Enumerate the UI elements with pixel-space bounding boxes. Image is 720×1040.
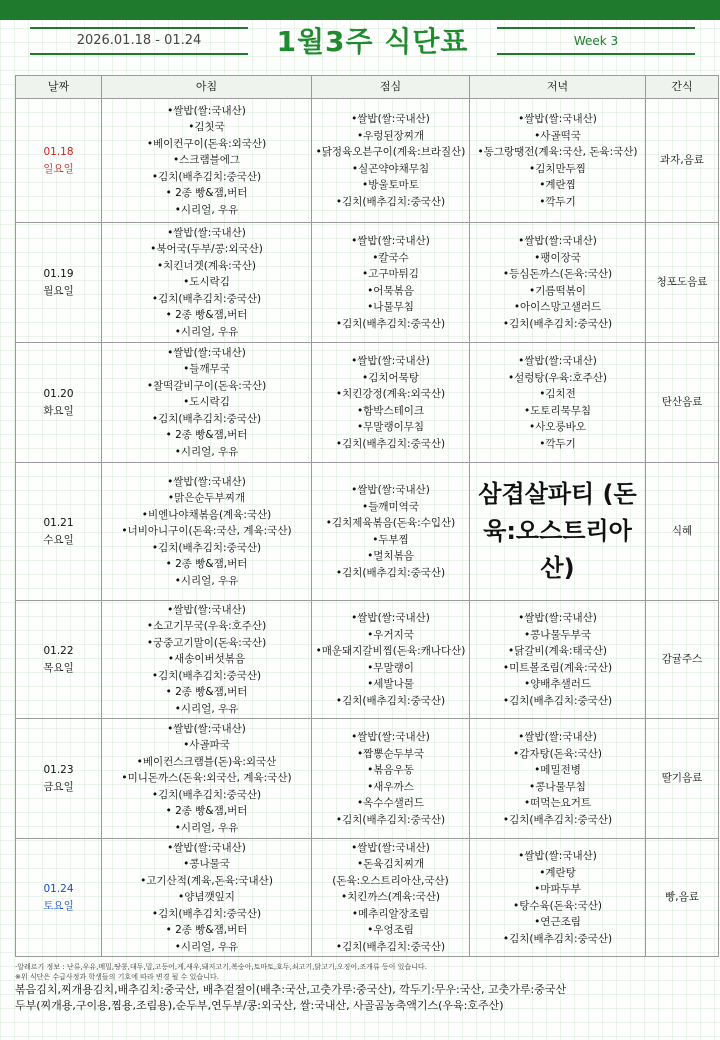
menu-item: •팽이장국 xyxy=(534,251,581,264)
menu-item: •치킨너겟(계육:국산) xyxy=(156,259,257,272)
menu-item: •김치(배추김치:중국산) xyxy=(502,317,613,330)
menu-item: •치킨까스(계육:국산) xyxy=(340,891,441,904)
menu-item: •베이컨구이(돈육:외국산) xyxy=(146,137,267,150)
menu-item: •김치(배추김치:중국산) xyxy=(335,566,446,579)
menu-item: • 2종 빵&잼,버터 xyxy=(165,558,248,571)
menu-item: •고기산적(계육,돈육:국내산) xyxy=(140,874,273,887)
weekday-label: 수요일 xyxy=(43,533,74,546)
menu-item: •쌀밥(쌀:국내산) xyxy=(351,355,430,367)
menu-item: •매운돼지갈비찜(돈육:캐나다산) xyxy=(315,645,466,657)
menu-item: •시리얼, 우유 xyxy=(174,574,239,587)
date-cell xyxy=(16,601,102,719)
menu-item: •치킨강정(계육:외국산) xyxy=(335,388,446,400)
menu-item: •실곤약야채무침 xyxy=(351,162,430,175)
snack-cell: 식혜 xyxy=(646,463,719,601)
menu-item: •우거지국 xyxy=(367,628,414,641)
snack-cell: 탄산음료 xyxy=(646,343,719,463)
menu-item: •메추리알장조림 xyxy=(351,907,430,920)
day-row xyxy=(16,343,719,463)
menu-item: •깍두기 xyxy=(539,437,576,450)
menu-item: •김치만두찜 xyxy=(529,162,586,175)
date-cell xyxy=(16,99,102,223)
menu-item: •김치(배추김치:중국산) xyxy=(335,195,446,208)
top-accent-bar xyxy=(0,0,720,20)
snack-cell: 청포도음료 xyxy=(646,223,719,343)
date-label: 01.22 xyxy=(43,645,74,657)
breakfast-cell xyxy=(102,719,312,839)
menu-item: •아이스망고샐러드 xyxy=(513,301,602,313)
menu-item: •도시락김 xyxy=(183,396,230,409)
day-row xyxy=(16,223,719,343)
menu-item: •김치(배추김치:중국산) xyxy=(502,932,613,945)
snack-cell: 딸기음료 xyxy=(646,719,719,839)
menu-item: •쌀밥(쌀:국내산) xyxy=(167,841,246,854)
menu-item: •볶음우동 xyxy=(367,764,414,776)
menu-item: •닭정육오븐구이(계육:브라질산) xyxy=(315,146,466,158)
menu-item: •떠먹는요거트 xyxy=(523,797,592,809)
origin-info-line1: 볶음김치,찌개용김치,배추김치:중국산, 배추겉절이(배추:국산,고춧가루:중국산), 깍두기:무우:국산, 고춧가루:중국산 xyxy=(15,983,567,996)
menu-item: •김치(배추김치:중국산) xyxy=(335,437,446,450)
date-cell xyxy=(16,719,102,839)
menu-item: •계란찜 xyxy=(539,179,576,191)
week-label: Week 3 xyxy=(573,34,619,48)
weekday-label: 월요일 xyxy=(43,284,74,297)
menu-item: •미니돈까스(돈육:외국산, 계육:국산) xyxy=(121,772,292,785)
day-row xyxy=(16,601,719,719)
date-label: 01.24 xyxy=(43,883,74,895)
menu-item: •쌀밥(쌀:국내산) xyxy=(167,226,246,239)
divider xyxy=(30,53,248,55)
menu-item: •시리얼, 우유 xyxy=(174,821,239,834)
menu-item: •시리얼, 우유 xyxy=(174,445,239,458)
menu-item: •두부찜 xyxy=(372,533,409,546)
menu-item: •김치(배추김치:중국산) xyxy=(151,669,262,682)
menu-item: •쌀밥(쌀:국내산) xyxy=(518,355,597,367)
weekday-label: 일요일 xyxy=(43,162,74,175)
date-cell xyxy=(16,343,102,463)
menu-item: •쌀밥(쌀:국내산) xyxy=(167,104,246,117)
menu-item: •김치(배추김치:중국산) xyxy=(151,170,262,183)
day-row xyxy=(16,719,719,839)
col-header-lunch: 점심 xyxy=(312,76,470,99)
menu-item: •맑은순두부찌개 xyxy=(167,492,246,505)
menu-item: •세발나물 xyxy=(367,678,414,690)
menu-item: •김치(배추김치:중국산) xyxy=(335,813,446,826)
menu-item: •김치(배추김치:중국산) xyxy=(151,412,262,425)
divider xyxy=(30,27,248,29)
date-cell xyxy=(16,839,102,957)
menu-item: •콩나물국 xyxy=(183,858,230,871)
date-label: 01.23 xyxy=(43,764,74,776)
table-header-row xyxy=(16,76,719,99)
col-header-date: 날짜 xyxy=(16,76,102,99)
menu-item: •김치(배추김치:중국산) xyxy=(335,940,446,953)
menu-item: •메밀전병 xyxy=(534,764,581,776)
menu-item: •쌀밥(쌀:국내산) xyxy=(351,113,430,125)
special-event-label: 삼겹살파티 (돈육:오스트리아산) xyxy=(478,480,637,582)
lunch-cell xyxy=(312,463,470,601)
change-notice: ※위 식단은 수급사정과 학생들의 기호에 따라 변경 될 수 있습니다. xyxy=(15,973,219,981)
menu-item: •콩나물두부국 xyxy=(523,628,592,641)
menu-item: •쌀밥(쌀:국내산) xyxy=(351,235,430,247)
week-box xyxy=(497,27,695,55)
menu-item: •김치(배추김치:중국산) xyxy=(335,694,446,707)
dinner-cell xyxy=(470,343,646,463)
menu-item: •스크램블에그 xyxy=(172,154,241,167)
menu-item: •궁중고기말이(돈육:국산) xyxy=(146,636,267,649)
date-cell xyxy=(16,463,102,601)
divider xyxy=(497,53,695,55)
divider xyxy=(497,27,695,29)
menu-item: •어묵볶음 xyxy=(367,284,414,297)
menu-item: •무말랭이무침 xyxy=(356,421,425,433)
menu-item: •시리얼, 우유 xyxy=(174,940,239,953)
dinner-cell xyxy=(470,601,646,719)
dinner-cell xyxy=(470,719,646,839)
menu-item: •우엉조림 xyxy=(367,924,414,937)
menu-item: •칼국수 xyxy=(372,251,409,264)
menu-item: •쌀밥(쌀:국내산) xyxy=(351,841,430,854)
menu-item: •멸치볶음 xyxy=(367,550,414,562)
menu-item: •기름떡볶이 xyxy=(529,284,586,297)
menu-item: •북어국(두부/콩:외국산) xyxy=(150,243,263,256)
menu-item: •닭갈비(계육:태국산) xyxy=(507,645,608,657)
menu-item: •찰떡갈비구이(돈육:국산) xyxy=(146,379,267,392)
menu-item: •시리얼, 우유 xyxy=(174,325,239,338)
menu-item: •등심돈까스(돈육:국산) xyxy=(502,268,613,280)
menu-item: (돈육:오스트리아산,국산) xyxy=(332,874,449,887)
page-title: 1월3주 식단표 xyxy=(276,25,469,58)
menu-item: •김치(배추김치:중국산) xyxy=(151,788,262,801)
dinner-cell xyxy=(470,839,646,957)
date-range-box xyxy=(30,27,248,55)
menu-item: • 2종 빵&잼,버터 xyxy=(165,686,248,699)
menu-item: •설렁탕(우육:호주산) xyxy=(507,371,608,384)
menu-item: •들깨무국 xyxy=(183,363,230,376)
menu-item: •사오룽바오 xyxy=(529,421,586,433)
menu-item: •함박스테이크 xyxy=(356,404,425,417)
menu-item: • 2종 빵&잼,버터 xyxy=(165,429,248,442)
menu-item: •쌀밥(쌀:국내산) xyxy=(518,850,597,862)
lunch-cell xyxy=(312,223,470,343)
menu-item: •우렁된장찌개 xyxy=(356,129,425,142)
lunch-cell xyxy=(312,601,470,719)
weekday-label: 화요일 xyxy=(43,404,74,417)
weekday-label: 토요일 xyxy=(43,899,74,912)
menu-item: •계란탕 xyxy=(539,866,576,879)
menu-item: •미트볼조림(계육:국산) xyxy=(502,661,613,674)
lunch-cell xyxy=(312,99,470,223)
date-label: 01.18 xyxy=(43,146,74,158)
menu-item: •김치(배추김치:중국산) xyxy=(151,907,262,920)
allergy-info: ·알레르기 정보 : 난류,우유,메밀,땅콩,대두,밀,고등어,게,새우,돼지고기,복숭아,토마토,호두,쇠고기,닭고기,오징어,조개류 등이 있습니다. xyxy=(15,963,427,971)
date-label: 01.21 xyxy=(43,517,74,529)
menu-item: •돈육김치찌개 xyxy=(356,858,425,871)
menu-item: •쌀밥(쌀:국내산) xyxy=(167,475,246,488)
menu-item: •김치전 xyxy=(539,388,576,400)
menu-item: •짬뽕순두부국 xyxy=(356,747,425,760)
menu-item: • 2종 빵&잼,버터 xyxy=(165,805,248,818)
menu-item: •나물무침 xyxy=(367,301,414,313)
date-range: 2026.01.18 - 01.24 xyxy=(76,33,202,48)
breakfast-cell xyxy=(102,99,312,223)
menu-item: •김치(배추김치:중국산) xyxy=(502,694,613,707)
col-header-snack: 간식 xyxy=(646,76,719,99)
menu-item: •쌀밥(쌀:국내산) xyxy=(167,603,246,616)
menu-item: •마파두부 xyxy=(534,883,581,895)
weekday-label: 금요일 xyxy=(43,780,74,793)
menu-item: •연근조림 xyxy=(534,916,581,928)
snack-cell: 과자,음료 xyxy=(646,99,719,223)
menu-item: • 2종 빵&잼,버터 xyxy=(165,309,248,322)
date-label: 01.20 xyxy=(43,388,74,400)
menu-item: • 2종 빵&잼,버터 xyxy=(165,187,248,200)
menu-item: •김칫국 xyxy=(188,121,225,134)
menu-item: •김치(배추김치:중국산) xyxy=(151,292,262,305)
menu-item: •소고기무국(우육:호주산) xyxy=(146,620,267,633)
menu-item: •김치(배추김치:중국산) xyxy=(335,317,446,330)
menu-item: •양배추샐러드 xyxy=(523,678,592,690)
weekday-label: 목요일 xyxy=(43,661,74,674)
menu-item: •쌀밥(쌀:국내산) xyxy=(518,731,597,743)
menu-item: •비엔나야채볶음(계육:국산) xyxy=(141,508,272,521)
footer-notes xyxy=(15,962,718,1014)
menu-item: •고구마튀김 xyxy=(362,268,419,280)
dinner-cell xyxy=(470,223,646,343)
menu-item: •새우까스 xyxy=(367,780,414,793)
snack-cell: 감귤주스 xyxy=(646,601,719,719)
dinner-cell xyxy=(470,463,646,601)
menu-item: •너비아니구이(돈육:국산, 계육:국산) xyxy=(121,525,292,538)
dinner-cell xyxy=(470,99,646,223)
menu-item: •쌀밥(쌀:국내산) xyxy=(518,235,597,247)
menu-item: •탕수육(돈육:국산) xyxy=(513,899,602,912)
col-header-breakfast: 아침 xyxy=(102,76,312,99)
breakfast-cell xyxy=(102,223,312,343)
menu-item: •콩나물무침 xyxy=(529,780,586,793)
meal-table xyxy=(15,75,719,957)
menu-item: •베이컨스크램블(돈)육:외국산 xyxy=(136,755,277,768)
day-row xyxy=(16,463,719,601)
menu-item: •쌀밥(쌀:국내산) xyxy=(351,484,430,496)
menu-item: •방울토마토 xyxy=(362,179,419,191)
menu-item: •감자탕(돈육:국산) xyxy=(513,747,602,760)
menu-item: •깍두기 xyxy=(539,195,576,208)
breakfast-cell xyxy=(102,463,312,601)
day-row xyxy=(16,839,719,957)
menu-item: •동그랑땡전(계육:국산, 돈육:국산) xyxy=(477,146,638,158)
lunch-cell xyxy=(312,719,470,839)
menu-item: •쌀밥(쌀:국내산) xyxy=(518,612,597,624)
menu-item: •김치(배추김치:중국산) xyxy=(151,541,262,554)
breakfast-cell xyxy=(102,839,312,957)
menu-item: •시리얼, 우유 xyxy=(174,203,239,216)
col-header-dinner: 저녁 xyxy=(470,76,646,99)
menu-item: •김치제육볶음(돈육:수입산) xyxy=(325,517,456,529)
menu-item: •쌀밥(쌀:국내산) xyxy=(351,612,430,624)
menu-item: •사골파국 xyxy=(183,739,230,752)
date-cell xyxy=(16,223,102,343)
day-row xyxy=(16,99,719,223)
lunch-cell xyxy=(312,343,470,463)
menu-item: •쌀밥(쌀:국내산) xyxy=(167,346,246,359)
breakfast-cell xyxy=(102,343,312,463)
menu-item: •쌀밥(쌀:국내산) xyxy=(167,722,246,735)
menu-item: •무말랭이 xyxy=(367,661,414,674)
menu-item: •들깨미역국 xyxy=(362,500,419,513)
menu-item: •도토리묵무침 xyxy=(523,404,592,417)
menu-item: •옥수수샐러드 xyxy=(356,797,425,809)
menu-item: •양념깻잎지 xyxy=(178,891,235,904)
menu-item: •쌀밥(쌀:국내산) xyxy=(351,731,430,743)
menu-item: •김치어묵탕 xyxy=(362,371,419,384)
menu-item: •새송이버섯볶음 xyxy=(167,653,246,666)
menu-item: • 2종 빵&잼,버터 xyxy=(165,924,248,937)
snack-cell: 빵,음료 xyxy=(646,839,719,957)
menu-item: •시리얼, 우유 xyxy=(174,702,239,715)
origin-info-line2: 두부(찌개용,구이용,찜용,조림용),순두부,연두부/콩:외국산, 쌀:국내산, 사골곰농축액기스(우육:호주산) xyxy=(15,999,504,1012)
date-label: 01.19 xyxy=(43,268,74,280)
breakfast-cell xyxy=(102,601,312,719)
menu-item: •사골떡국 xyxy=(534,129,581,142)
menu-item: •김치(배추김치:중국산) xyxy=(502,813,613,826)
menu-item: •쌀밥(쌀:국내산) xyxy=(518,113,597,125)
lunch-cell xyxy=(312,839,470,957)
menu-item: •도시락김 xyxy=(183,276,230,289)
